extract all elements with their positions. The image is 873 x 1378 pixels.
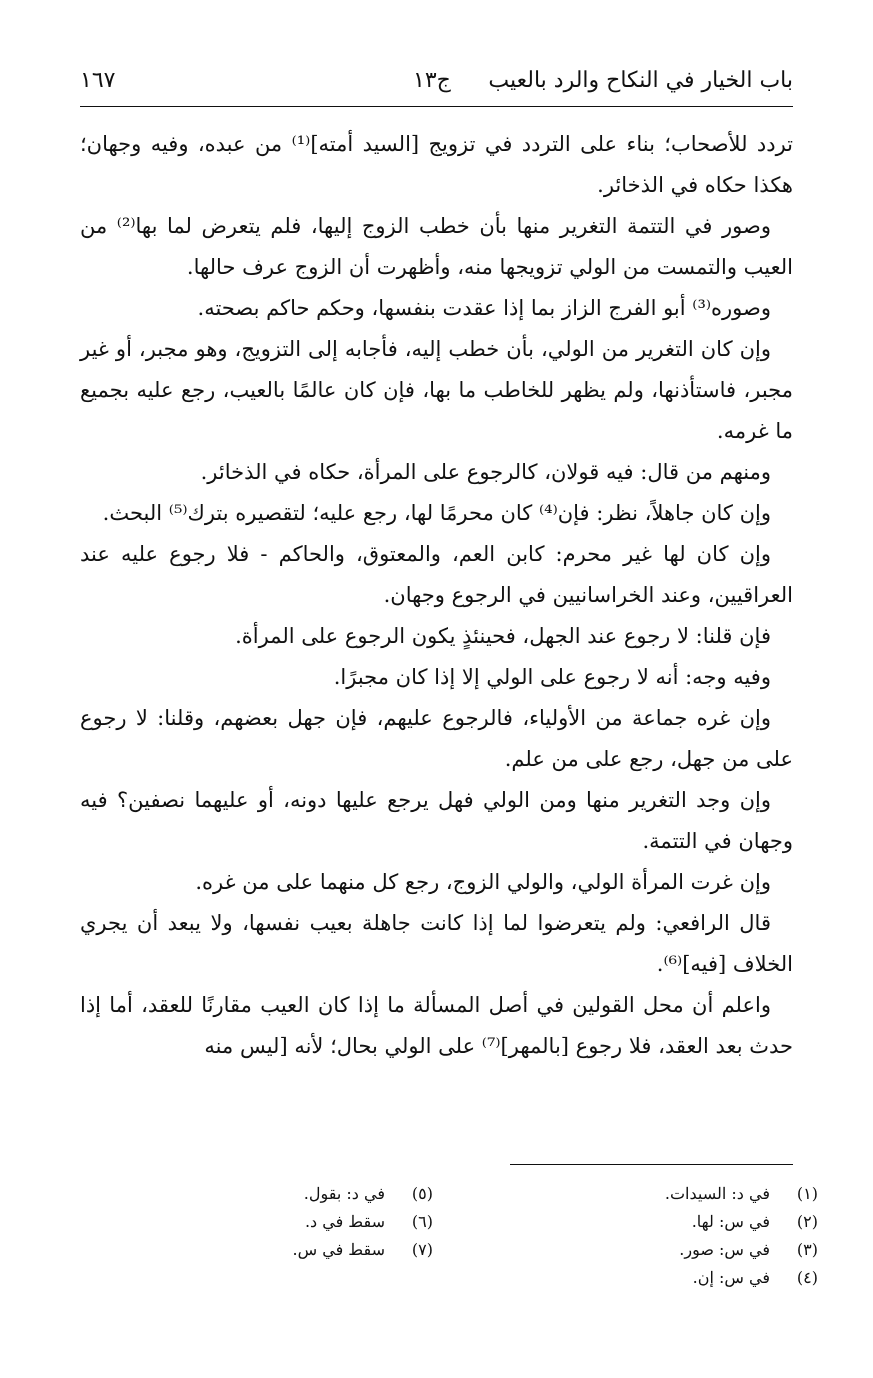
paragraph: واعلم أن محل القولين في أصل المسألة ما إذا كان العيب مقارنًا للعقد، أما إذا حدث بعد العقد، فلا رجوع [بالمهر]⁽⁷⁾ على الولي بحال؛ لأنه [ليس منه [80,993,793,1058]
header-rule [80,106,793,107]
paragraph: ومنهم من قال: فيه قولان، كالرجوع على المرأة، حكاه في الذخائر. [200,460,771,484]
paragraph: تردد للأصحاب؛ بناء على التردد في تزويج [السيد أمته]⁽¹⁾ من عبده، وفيه وجهان؛ هكذا حكاه في الذخائر. [80,132,793,197]
volume-label: ج١٣ [413,68,451,93]
footnote [568,1264,818,1292]
footnote [183,1236,433,1264]
footnote-marker: (٢) [796,1212,818,1231]
footnote-marker: (٣) [796,1240,818,1259]
footnote-marker: (٥) [411,1184,433,1203]
page-number: ١٦٧ [80,68,116,93]
footnote-text: في س: صور. [679,1240,770,1259]
paragraph: وإن كان لها غير محرم: كابن العم، والمعتوق، والحاكم - فلا رجوع عليه عند العراقيين، وعند الخراسانيين في الرجوع وجهان. [80,542,793,607]
footnote-marker: (٦) [411,1212,433,1231]
footnote-marker: (١) [796,1184,818,1203]
paragraph: وصور في التتمة التغرير منها بأن خطب الزوج إليها، فلم يتعرض لما بها⁽²⁾ من العيب والتمست من الولي تزويجها منه، وأظهرت أن الزوج عرف حالها. [80,214,793,279]
paragraph: وصوره⁽³⁾ أبو الفرج الزاز بما إذا عقدت بنفسها، وحكم حاكم بصحته. [197,296,771,320]
footnote-marker: (٧) [411,1240,433,1259]
chapter-title: باب الخيار في النكاح والرد بالعيب [488,68,793,93]
paragraph: فإن قلنا: لا رجوع عند الجهل، فحينئذٍ يكون الرجوع على المرأة. [235,624,771,648]
main-text [80,124,793,1067]
footnote-text: في د: بقول. [303,1184,385,1203]
paragraph: وفيه وجه: أنه لا رجوع على الولي إلا إذا كان مجبرًا. [333,665,771,689]
paragraph: وإن كان التغرير من الولي، بأن خطب إليه، فأجابه إلى التزويج، وهو مجبر، أو غير مجبر، فاستأذنها، ولم يظهر للخاطب ما بها، فإن كان عالمًا بالعيب، رجع عليه بجميع ما غرمه. [80,337,793,443]
footnote-text: سقط في س. [292,1240,385,1259]
paragraph: وإن كان جاهلاً، نظر: فإن⁽⁴⁾ كان محرمًا لها، رجع عليه؛ لتقصيره بترك⁽⁵⁾ البحث. [102,501,771,525]
paragraph: وإن غرت المرأة الولي، والولي الزوج، رجع كل منهما على من غره. [195,870,771,894]
footnote-text: سقط في د. [304,1212,385,1231]
footnote [568,1180,818,1208]
footnote [568,1208,818,1236]
footnote-marker: (٤) [796,1268,818,1287]
footnote-text: في س: إن. [692,1268,770,1287]
footnote [568,1236,818,1264]
paragraph: قال الرافعي: ولم يتعرضوا لما إذا كانت جاهلة بعيب نفسها، ولا يبعد أن يجري الخلاف [فيه]⁽⁶⁾. [80,911,793,976]
footnote-rule [510,1164,793,1165]
footnote-text: في س: لها. [691,1212,770,1231]
footnote [183,1208,433,1236]
paragraph: وإن غره جماعة من الأولياء، فالرجوع عليهم، فإن جهل بعضهم، وقلنا: لا رجوع على من جهل، رجع على من علم. [80,706,793,771]
footnotes-left-column [183,1180,433,1264]
footnotes-right-column [568,1180,818,1292]
footnote [183,1180,433,1208]
footnote-text: في د: السيدات. [664,1184,770,1203]
running-header [80,66,793,100]
paragraph: وإن وجد التغرير منها ومن الولي فهل يرجع عليها دونه، أو عليهما نصفين؟ فيه وجهان في التتمة. [80,788,793,853]
